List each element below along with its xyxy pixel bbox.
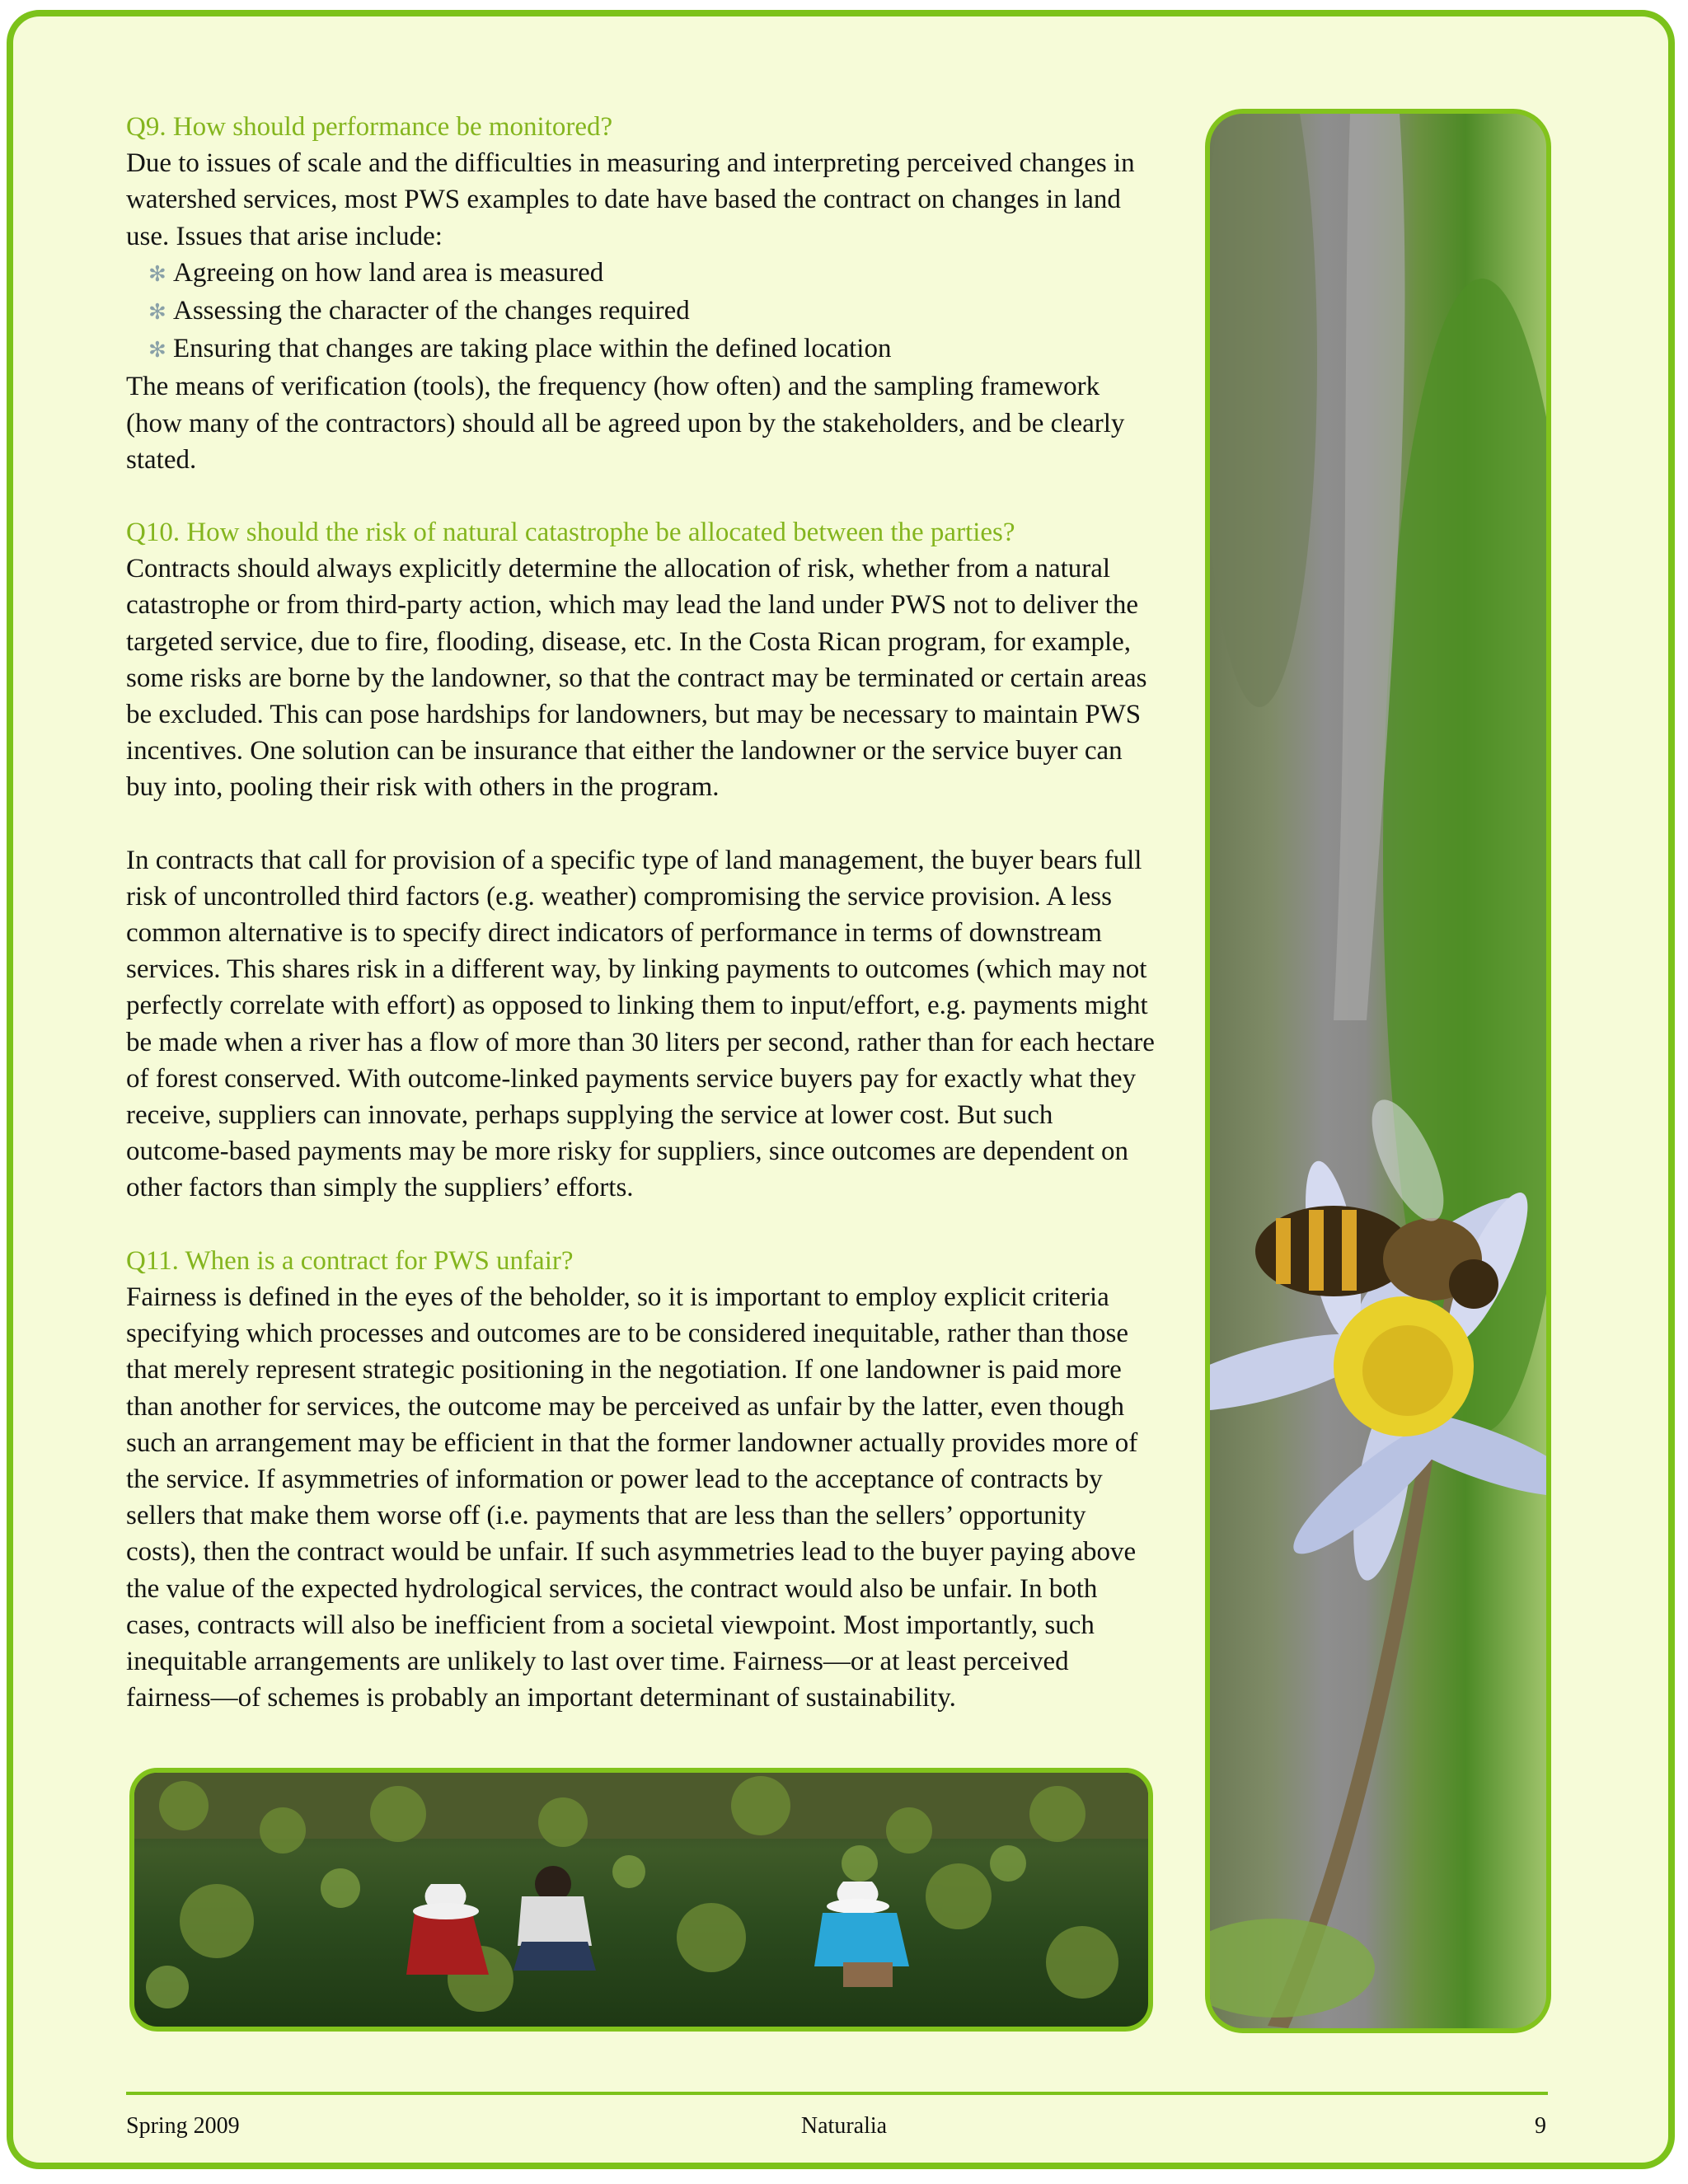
article-body [126,109,1156,1716]
q11-paragraph: Fairness is defined in the eyes of the beholder, so it is important to employ explicit criteria specifying which processes and outcomes are to be considered inequitable, rather than those that merely represent strategic positioning in the negotiation. If one landowner is paid more than another for services, the outcome may be perceived as unfair by the latter, even though such an arrangement may be efficient in that the former landowner actually provides more of the service. If asymmetries of information or power lead to the acceptance of contracts by sellers that make them worse off (i.e. payments that are less than the sellers’ opportunity costs), then the contract would be unfair. If such asymmetries lead to the buyer paying above the value of the expected hydrological services, the contract would also be unfair. In both cases, contracts will also be inefficient from a societal viewpoint. Most importantly, such inequitable arrangements are unlikely to last over time. Fairness—or at least perceived fairness—of schemes is probably an important determinant of sustainability. [126,1282,1138,1713]
bee-on-flower-photo [1205,109,1551,2033]
q10-paragraph-2: In contracts that call for provision of a specific type of land management, the buyer bears full risk of uncontrolled third factors (e.g. weather) compromising the service provision. A less common alternative is to specify direct indicators of performance in terms of downstream services. This shares risk in a different way, by linking payments to outcomes (which may not perfectly correlate with effort) as opposed to linking them to input/effort, e.g. payments might be made when a river has a flow of more than 30 liters per second, rather than for each hectare of forest conserved. With outcome-linked payments service buyers pay for exactly what they receive, suppliers can innovate, perhaps supplying the service at lower cost. But such outcome-based payments may be more risky for suppliers, since outcomes are dependent on other factors than simply the suppliers’ efforts. [126,845,1155,1203]
list-item: ✻ Ensuring that changes are taking place within the defined location [148,330,1156,368]
list-item: ✻ Agreeing on how land area is measured [148,255,1156,293]
q9-intro: Due to issues of scale and the difficulties in measuring and interpreting perceived changes in watershed services, most PWS examples to date have based the contract on changes in land use. Issues that arise include: [126,148,1135,251]
page-number: 9 [1535,2113,1546,2139]
footer-publication: Naturalia [800,2113,888,2139]
list-item: ✻ Assessing the character of the changes required [148,293,1156,330]
footer-date: Spring 2009 [126,2113,240,2139]
asterisk-bullet-icon: ✻ [148,300,166,325]
footer-rule [126,2092,1548,2095]
farm-workers-photo [129,1768,1153,2032]
q9-closing: The means of verification (tools), the frequency (how often) and the sampling framework (how many of the contractors) should all be agreed upon by the stakeholders, and be clearly stated. [126,372,1125,475]
q9-bullet-list [126,255,1156,369]
asterisk-bullet-icon: ✻ [148,338,166,363]
q10-paragraph-1: Contracts should always explicitly determine the allocation of risk, whether from a natural catastrophe or from third-party action, which may lead the land under PWS not to deliver the targeted service, due to fire, flooding, disease, etc. In the Costa Rican program, for example, some risks are borne by the landowner, so that the contract may be terminated or certain areas be excluded. This can pose hardships for landowners, but may be necessary to maintain PWS incentives. One solution can be insurance that either the landowner or the service buyer can buy into, pooling their risk with others in the program. [126,554,1147,803]
q10-heading: Q10. How should the risk of natural catastrophe be allocated between the parties? [126,518,1015,548]
q9-heading: Q9. How should performance be monitored? [126,112,613,142]
asterisk-bullet-icon: ✻ [148,261,166,286]
q11-heading: Q11. When is a contract for PWS unfair? [126,1245,574,1276]
